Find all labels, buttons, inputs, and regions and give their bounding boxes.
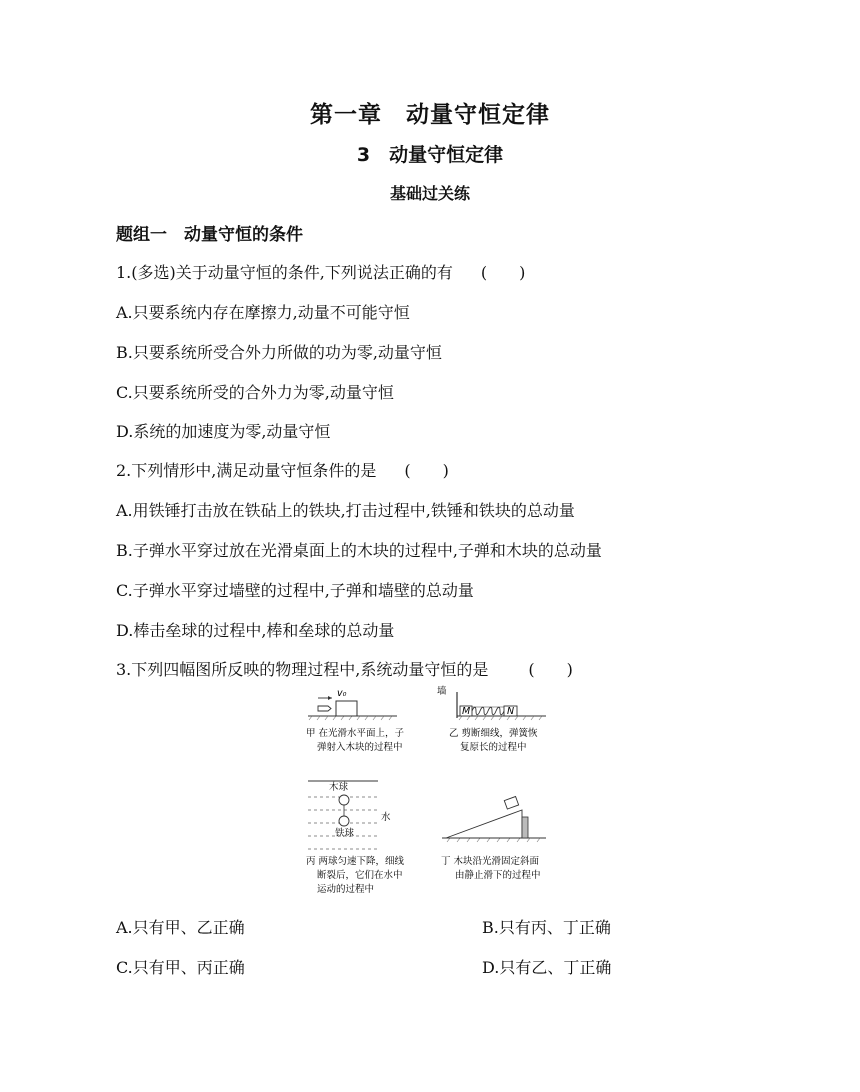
ding-caption-1: 丁 木块沿光滑固定斜面 — [441, 856, 540, 867]
q1-option-b: B.只要系统所受合外力所做的功为零,动量守恒 — [116, 343, 442, 362]
yi-caption-2: 复原长的过程中 — [460, 742, 527, 753]
question-3-stem — [116, 657, 573, 680]
chapter-title: 第一章 动量守恒定律 — [310, 102, 550, 128]
question-3-text: 3.下列四幅图所反映的物理过程中,系统动量守恒的是 — [116, 660, 489, 679]
jia-caption-1: 甲 在光滑水平面上，子 — [306, 728, 405, 739]
q3-option-c: C.只有甲、丙正确 — [116, 958, 245, 977]
answer-blank: ( ) — [480, 263, 526, 282]
sliding-block — [504, 796, 518, 809]
question-2-stem — [116, 458, 449, 481]
question-1-text: 1.(多选)关于动量守恒的条件,下列说法正确的有 — [116, 263, 453, 282]
q2-option-c: C.子弹水平穿过墙壁的过程中,子弹和墙壁的总动量 — [116, 581, 474, 600]
diagram-yi — [437, 685, 546, 753]
bing-caption-2: 断裂后，它们在水中 — [317, 870, 403, 881]
section-title: 3 动量守恒定律 — [356, 144, 504, 166]
q3-option-d: D.只有乙、丁正确 — [482, 958, 612, 977]
question-2-text: 2.下列情形中,满足动量守恒条件的是 — [116, 461, 377, 480]
bing-caption-3: 运动的过程中 — [317, 884, 375, 895]
subsection-title: 基础过关练 — [389, 184, 470, 203]
wood-block — [336, 701, 357, 716]
iron-ball-label: 铁球 — [335, 828, 355, 839]
iron-ball — [339, 816, 349, 826]
water-label: 水 — [381, 812, 391, 823]
q3-option-b: B.只有丙、丁正确 — [482, 918, 611, 937]
mass-n-label: N — [507, 706, 515, 717]
q2-option-b: B.子弹水平穿过放在光滑桌面上的木块的过程中,子弹和木块的总动量 — [116, 541, 602, 560]
q2-option-d: D.棒击垒球的过程中,棒和垒球的总动量 — [116, 621, 395, 640]
question-1-stem — [116, 260, 525, 283]
q1-option-c: C.只要系统所受的合外力为零,动量守恒 — [116, 383, 394, 402]
question-group-title: 题组一 动量守恒的条件 — [116, 225, 303, 245]
jia-caption-2: 弹射入木块的过程中 — [317, 742, 403, 753]
mass-m-label: M — [462, 706, 471, 717]
bullet-shape — [318, 706, 331, 711]
stopper — [522, 817, 528, 838]
v0-label: v₀ — [337, 688, 347, 699]
answer-blank: ( ) — [404, 461, 449, 480]
q1-option-a: A.只要系统内存在摩擦力,动量不可能守恒 — [116, 303, 410, 322]
question-3-figure — [300, 684, 580, 906]
diagram-jia — [306, 688, 405, 753]
wood-ball — [339, 795, 349, 805]
diagram-ding — [441, 796, 546, 881]
yi-caption-1: 乙 剪断细线，弹簧恢 — [449, 728, 538, 739]
q2-option-a: A.用铁锤打击放在铁砧上的铁块,打击过程中,铁锤和铁块的总动量 — [116, 501, 575, 520]
q3-option-a: A.只有甲、乙正确 — [116, 918, 245, 937]
wall-label: 墙 — [437, 686, 447, 697]
spring-shape — [472, 707, 504, 715]
q1-option-d: D.系统的加速度为零,动量守恒 — [116, 422, 331, 441]
diagram-bing — [306, 781, 405, 895]
incline — [446, 810, 522, 838]
answer-blank: ( ) — [528, 660, 573, 679]
wood-ball-label: 木球 — [329, 782, 349, 793]
ding-caption-2: 由静止滑下的过程中 — [455, 870, 541, 881]
bing-caption-1: 丙 两球匀速下降，细线 — [306, 856, 405, 867]
